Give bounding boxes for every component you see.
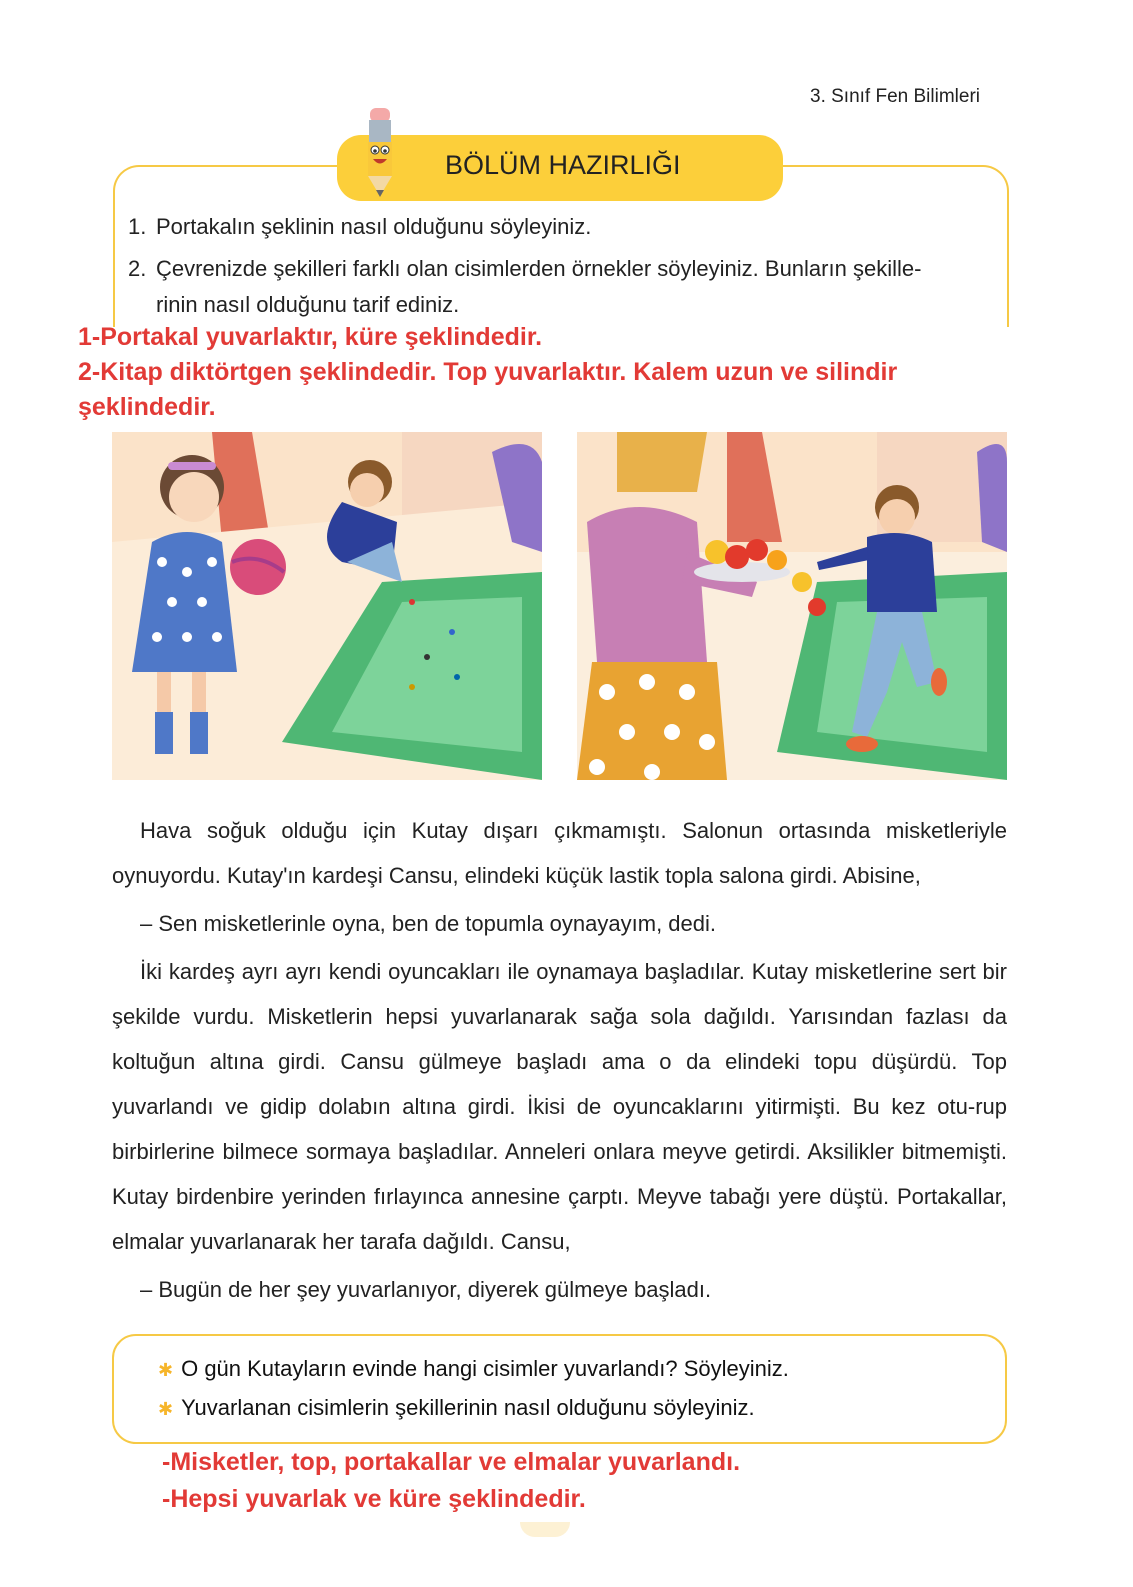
question-item	[158, 1350, 1005, 1389]
illustration-children-playing	[112, 432, 542, 780]
story-dialogue: – Bugün de her şey yuvarlanıyor, diyerek gülmeye başladı.	[140, 1277, 712, 1302]
question-number: 2.	[128, 256, 147, 281]
question-1	[128, 214, 591, 240]
question-text: O gün Kutayların evinde hangi cisimler yuvarlandı? Söyleyiniz.	[181, 1356, 789, 1381]
question-number: 1.	[128, 214, 147, 239]
asterisk-bullet-icon: ✱	[158, 1399, 174, 1419]
question-text: Çevrenizde şekilleri farklı olan cisimlerden örnekler söyleyiniz. Bunların şekille-	[156, 256, 922, 281]
subject-header: 3. Sınıf Fen Bilimleri	[810, 86, 980, 107]
bottom-answers	[112, 1444, 1007, 1518]
question-text: Yuvarlanan cisimlerin şekillerinin nasıl olduğunu söyleyiniz.	[181, 1395, 755, 1420]
question-2	[128, 256, 921, 282]
story-paragraph: İki kardeş ayrı ayrı kendi oyuncakları ile oynamaya başladılar. Kutay misketlerine sert bir şekilde vurdu. Misketlerin hepsi yuvarlanarak sağa sola dağıldı. Yarısından fazlası da koltuğun altına girdi. Cansu gülmeye başladı ama o da elindeki topu düşürdü. Top yuvarlandı ve gidip dolabın altına girdi. İkisi de oyuncaklarını yitirmişti. Bu kez otu-rup birbirlerine bilmece sormaya başladılar. Anneleri onlara meyve getirdi. Aksilikler bitmemişti. Kutay birdenbire yerinden fırlayınca annesine çarptı. Meyve tabağı yere düştü. Portakallar, elmalar yuvarlanarak her tarafa dağıldı. Cansu,	[112, 959, 1007, 1254]
answer-1: 1-Portakal yuvarlaktır, küre şeklindedir.	[78, 323, 543, 351]
pencil-mascot-icon	[358, 106, 402, 198]
asterisk-bullet-icon: ✱	[158, 1360, 174, 1380]
question-text: Portakalın şeklinin nasıl olduğunu söyleyiniz.	[156, 214, 592, 239]
answer-bottom-2: -Hepsi yuvarlak ve küre şeklindedir.	[162, 1485, 586, 1513]
question-2-continuation: rinin nasıl olduğunu tarif ediniz.	[156, 292, 460, 317]
answer-2-continuation: şeklindedir.	[78, 393, 216, 421]
story-dialogue: – Sen misketlerinle oyna, ben de topumla oynayayım, dedi.	[140, 911, 716, 936]
illustration-fruit-tray-falling	[577, 432, 1007, 780]
section-title: BÖLÜM HAZIRLIĞI	[445, 150, 681, 180]
page-tab-decoration	[520, 1522, 570, 1537]
story-paragraph: Hava soğuk olduğu için Kutay dışarı çıkmamıştı. Salonun ortasında misketleriyle oynuyordu. Kutay'ın kardeşi Cansu, elindeki küçük lastik topla salona girdi. Abisine,	[112, 818, 1007, 888]
answer-bottom-1: -Misketler, top, portakallar ve elmalar yuvarlandı.	[162, 1448, 741, 1476]
questions-box	[112, 1334, 1007, 1444]
question-item	[158, 1389, 1005, 1428]
story-text	[112, 808, 1007, 1312]
answer-2: 2-Kitap diktörtgen şeklindedir. Top yuvarlaktır. Kalem uzun ve silindir	[78, 358, 898, 386]
lower-content	[112, 808, 1007, 1537]
